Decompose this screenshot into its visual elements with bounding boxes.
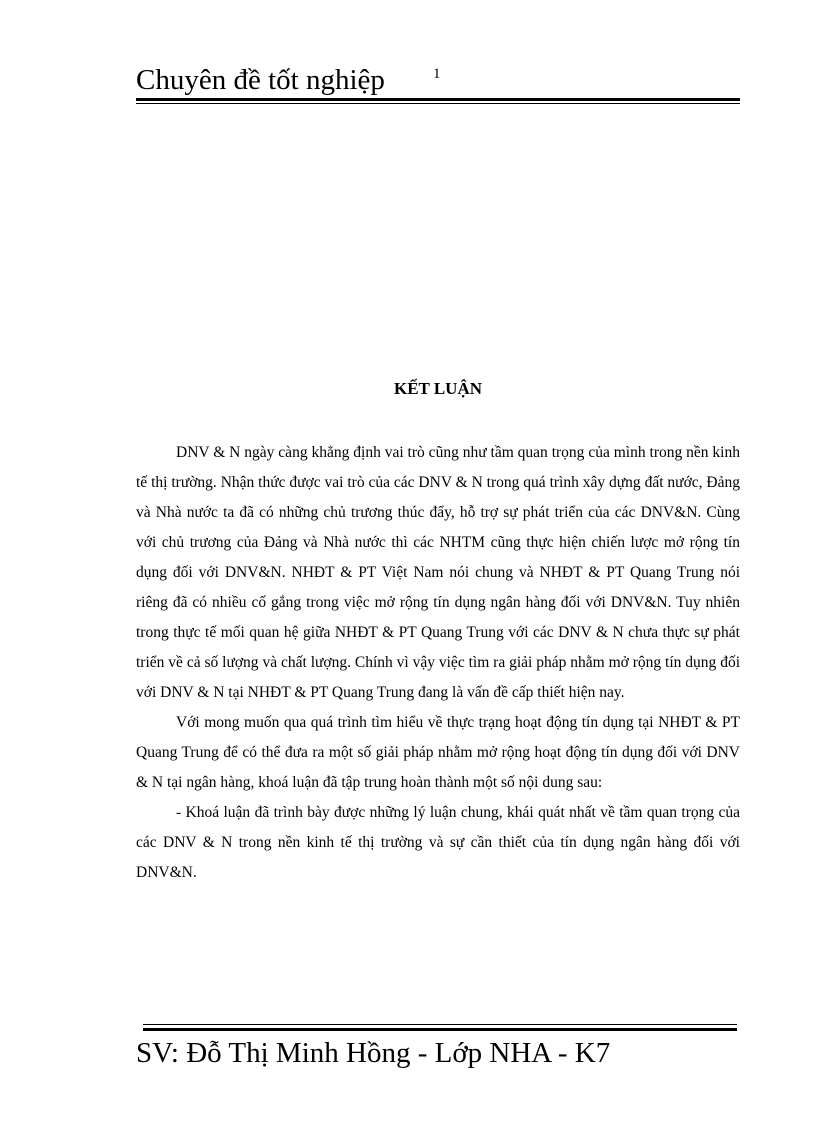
footer-text: SV: Đỗ Thị Minh Hồng - Lớp NHA - K7 <box>136 1037 611 1069</box>
footer-rule-thick <box>143 1028 737 1031</box>
footer-rule-thin <box>143 1024 737 1025</box>
body-text <box>136 438 740 888</box>
header-rule-thin <box>136 103 740 104</box>
header-title: Chuyên đề tốt nghiệp <box>136 64 385 96</box>
section-title: KẾT LUẬN <box>393 379 482 398</box>
header-rule-thick <box>136 98 740 101</box>
paragraph: DNV & N ngày càng khẳng định vai trò cũng như tầm quan trọng của mình trong nền kinh tế thị trường. Nhận thức được vai trò của các DNV & N trong quá trình xây dựng đất nước, Đảng và Nhà nước ta đã có những chủ trương thúc đẩy, hỗ trợ sự phát triển của các DNV&N. Cùng với chủ trương của Đảng và Nhà nước thì các NHTM cũng thực hiện chiến lược mở rộng tín dụng đối với DNV&N. NHĐT & PT Việt Nam nói chung và NHĐT & PT Quang Trung nói riêng đã có nhiều cố gắng trong việc mở rộng tín dụng ngân hàng đối với DNV&N. Tuy nhiên trong thực tế mối quan hệ giữa NHĐT & PT Quang Trung với các DNV & N chưa thực sự phát triển về cả số lượng và chất lượng. Chính vì vậy việc tìm ra giải pháp nhằm mở rộng tín dụng đối với DNV & N tại NHĐT & PT Quang Trung đang là vấn đề cấp thiết hiện nay. <box>136 444 740 701</box>
page-number: 1 <box>433 66 441 82</box>
paragraph: - Khoá luận đã trình bày được những lý luận chung, khái quát nhất về tầm quan trọng của các DNV & N trong nền kinh tế thị trường và sự cần thiết của tín dụng ngân hàng đối với DNV&N. <box>136 804 740 881</box>
paragraph: Với mong muốn qua quá trình tìm hiểu về thực trạng hoạt động tín dụng tại NHĐT & PT Quang Trung để có thể đưa ra một số giải pháp nhằm mở rộng hoạt động tín dụng đối với DNV & N tại ngân hàng, khoá luận đã tập trung hoàn thành một số nội dung sau: <box>136 714 740 791</box>
